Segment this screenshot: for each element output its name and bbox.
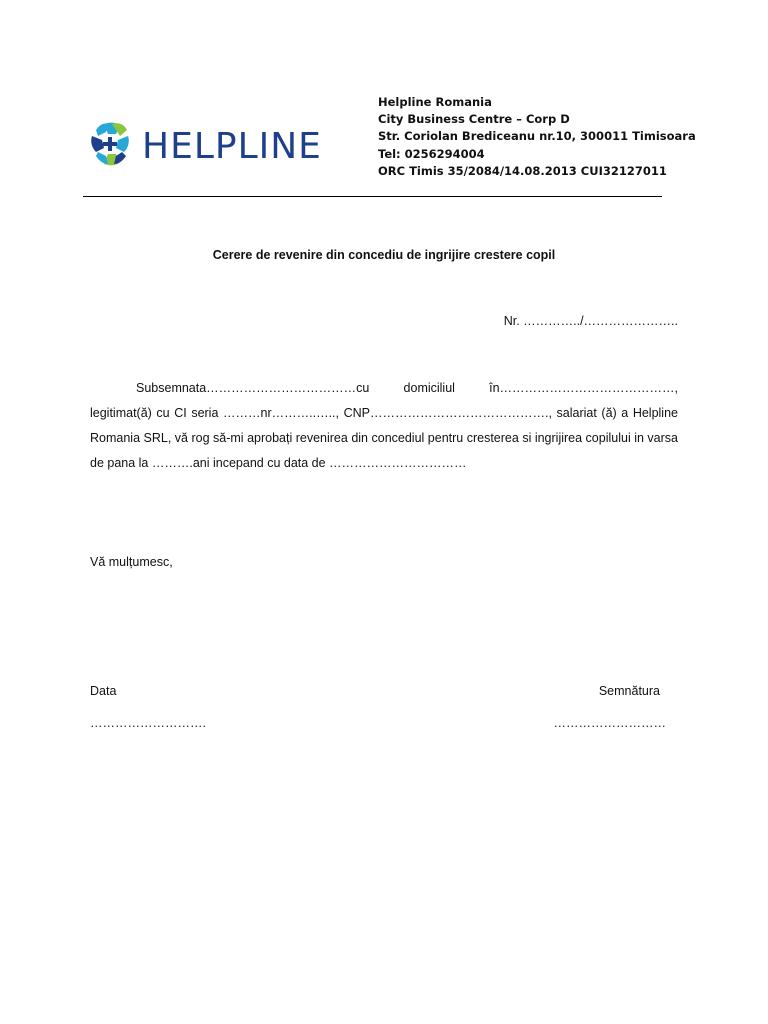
company-name: Helpline Romania <box>378 95 492 109</box>
header-divider <box>83 196 662 197</box>
company-address: Str. Coriolan Brediceanu nr.10, 300011 Timisoara <box>378 129 696 144</box>
company-info <box>378 94 696 180</box>
logo-wordmark: HELPLINE <box>142 126 322 167</box>
date-label: Data <box>90 684 117 698</box>
signature-label: Semnătura <box>598 684 660 698</box>
request-body: Subsemnata………………………………cu domiciliul în……………………………………, legitimat(ă) cu CI seria ………nr………..….., CNP……………………………………., salariat (ă) a Helpline Romania SRL, vă rog să-mi aprobați revenirea din concediul pentru cresterea si ingrijirea copilului in varsa de pana la ……….ani incepand cu data de …………………………… <box>90 381 678 470</box>
registration-number-field: Nr. …………../………………….. <box>503 314 678 328</box>
helpline-symbol-icon <box>91 123 129 166</box>
date-placeholder: ………………………. <box>90 716 206 730</box>
document-title: Cerere de revenire din concediu de ingrijire crestere copil <box>212 248 556 262</box>
company-phone: Tel: 0256294004 <box>378 146 485 161</box>
helpline-logo-graphic <box>90 120 340 170</box>
helpline-logo <box>90 120 340 170</box>
company-registration: ORC Timis 35/2084/14.08.2013 CUI32127011 <box>378 163 667 178</box>
signature-placeholder: ……………………… <box>553 716 666 730</box>
company-building: City Business Centre – Corp D <box>378 112 570 127</box>
closing-text: Vă mulțumesc, <box>90 555 173 569</box>
